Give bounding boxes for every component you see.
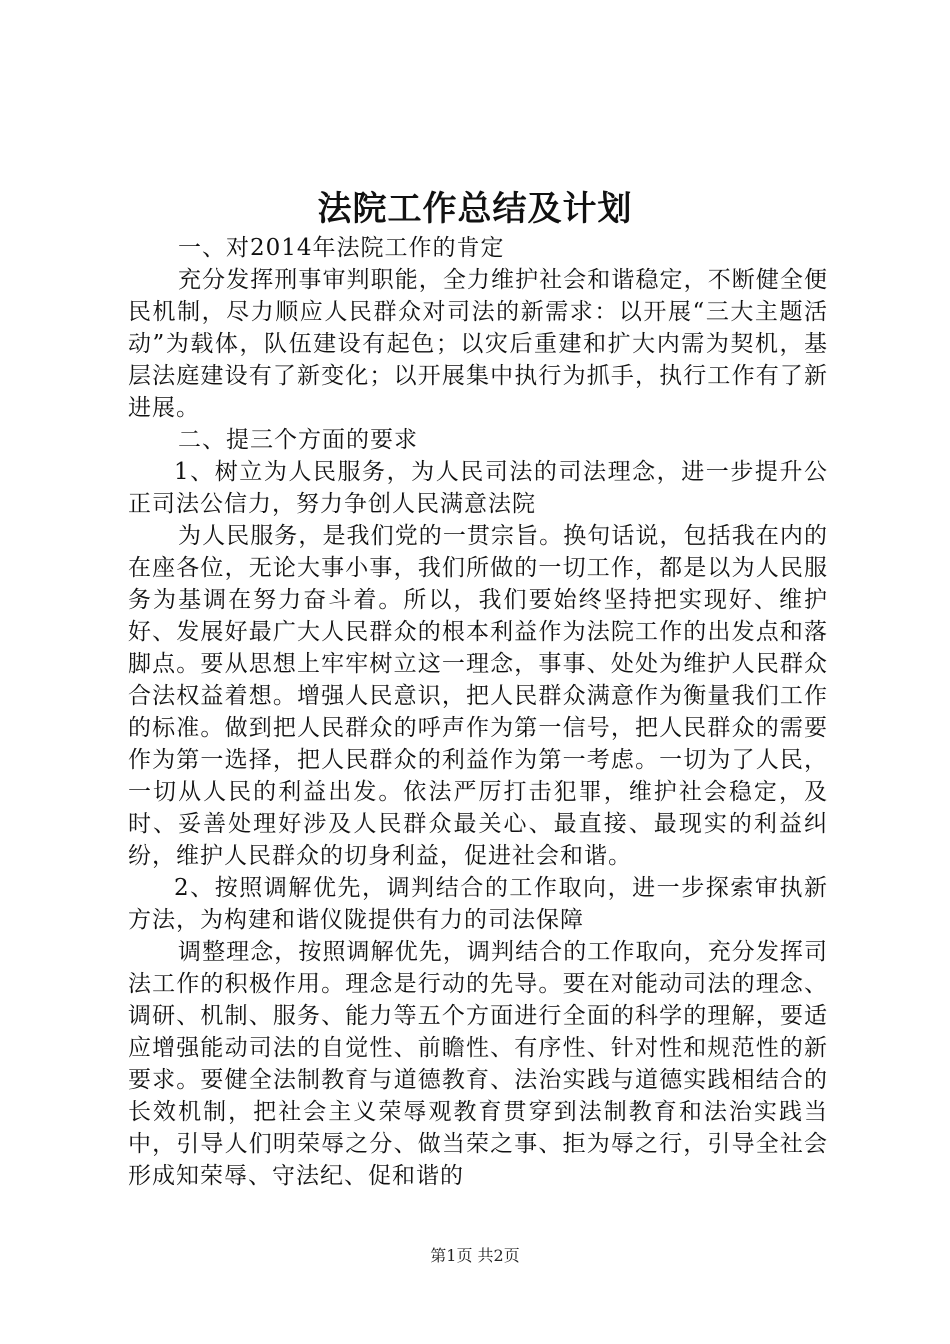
- document-body: [128, 232, 828, 1192]
- paragraph-affirmation: 充分发挥刑事审判职能，全力维护社会和谐稳定，不断健全便民机制，尽力顺应人民群众对司法的新需求：以开展“三大主题活动”为载体，队伍建设有起色；以灾后重建和扩大内需为契机，基层法庭建设有了新变化；以开展集中执行为抓手，执行工作有了新进展。: [128, 267, 828, 421]
- requirement-2-heading: 2、按照调解优先，调判结合的工作取向，进一步探索审执新方法，为构建和谐仪陇提供有力的司法保障: [128, 875, 828, 933]
- document-title: 法院工作总结及计划: [317, 189, 633, 229]
- section-heading-1: 一、对2014年法院工作的肯定: [178, 235, 505, 261]
- page-number-footer: 第1页 共2页: [430, 1246, 520, 1265]
- paragraph-serve-people: 为人民服务，是我们党的一贯宗旨。换句话说，包括我在内的在座各位，无论大事小事，我们所做的一切工作，都是以为人民服务为基调在努力奋斗着。所以，我们要始终坚持把实现好、维护好、发展好最广大人民群众的根本利益作为法院工作的出发点和落脚点。要从思想上牢牢树立这一理念，事事、处处为维护人民群众合法权益着想。增强人民意识，把人民群众满意作为衡量我们工作的标准。做到把人民群众的呼声作为第一信号，把人民群众的需要作为第一选择，把人民群众的利益作为第一考虑。一切为了人民，一切从人民的利益出发。依法严厉打击犯罪，维护社会稳定，及时、妥善处理好涉及人民群众最关心、最直接、最现实的利益纠纷，维护人民群众的切身利益，促进社会和谐。: [128, 523, 828, 869]
- requirement-1-heading: 1、树立为人民服务，为人民司法的司法理念，进一步提升公正司法公信力，努力争创人民满意法院: [128, 459, 828, 517]
- section-heading-2: 二、提三个方面的要求: [178, 427, 418, 453]
- paragraph-mediation: 调整理念，按照调解优先，调判结合的工作取向，充分发挥司法工作的积极作用。理念是行动的先导。要在对能动司法的理念、调研、机制、服务、能力等五个方面进行全面的科学的理解，要适应增强能动司法的自觉性、前瞻性、有序性、针对性和规范性的新要求。要健全法制教育与道德教育、法治实践与道德实践相结合的长效机制，把社会主义荣辱观教育贯穿到法制教育和法治实践当中，引导人们明荣辱之分、做当荣之事、拒为辱之行，引导全社会形成知荣辱、守法纪、促和谐的: [128, 939, 828, 1189]
